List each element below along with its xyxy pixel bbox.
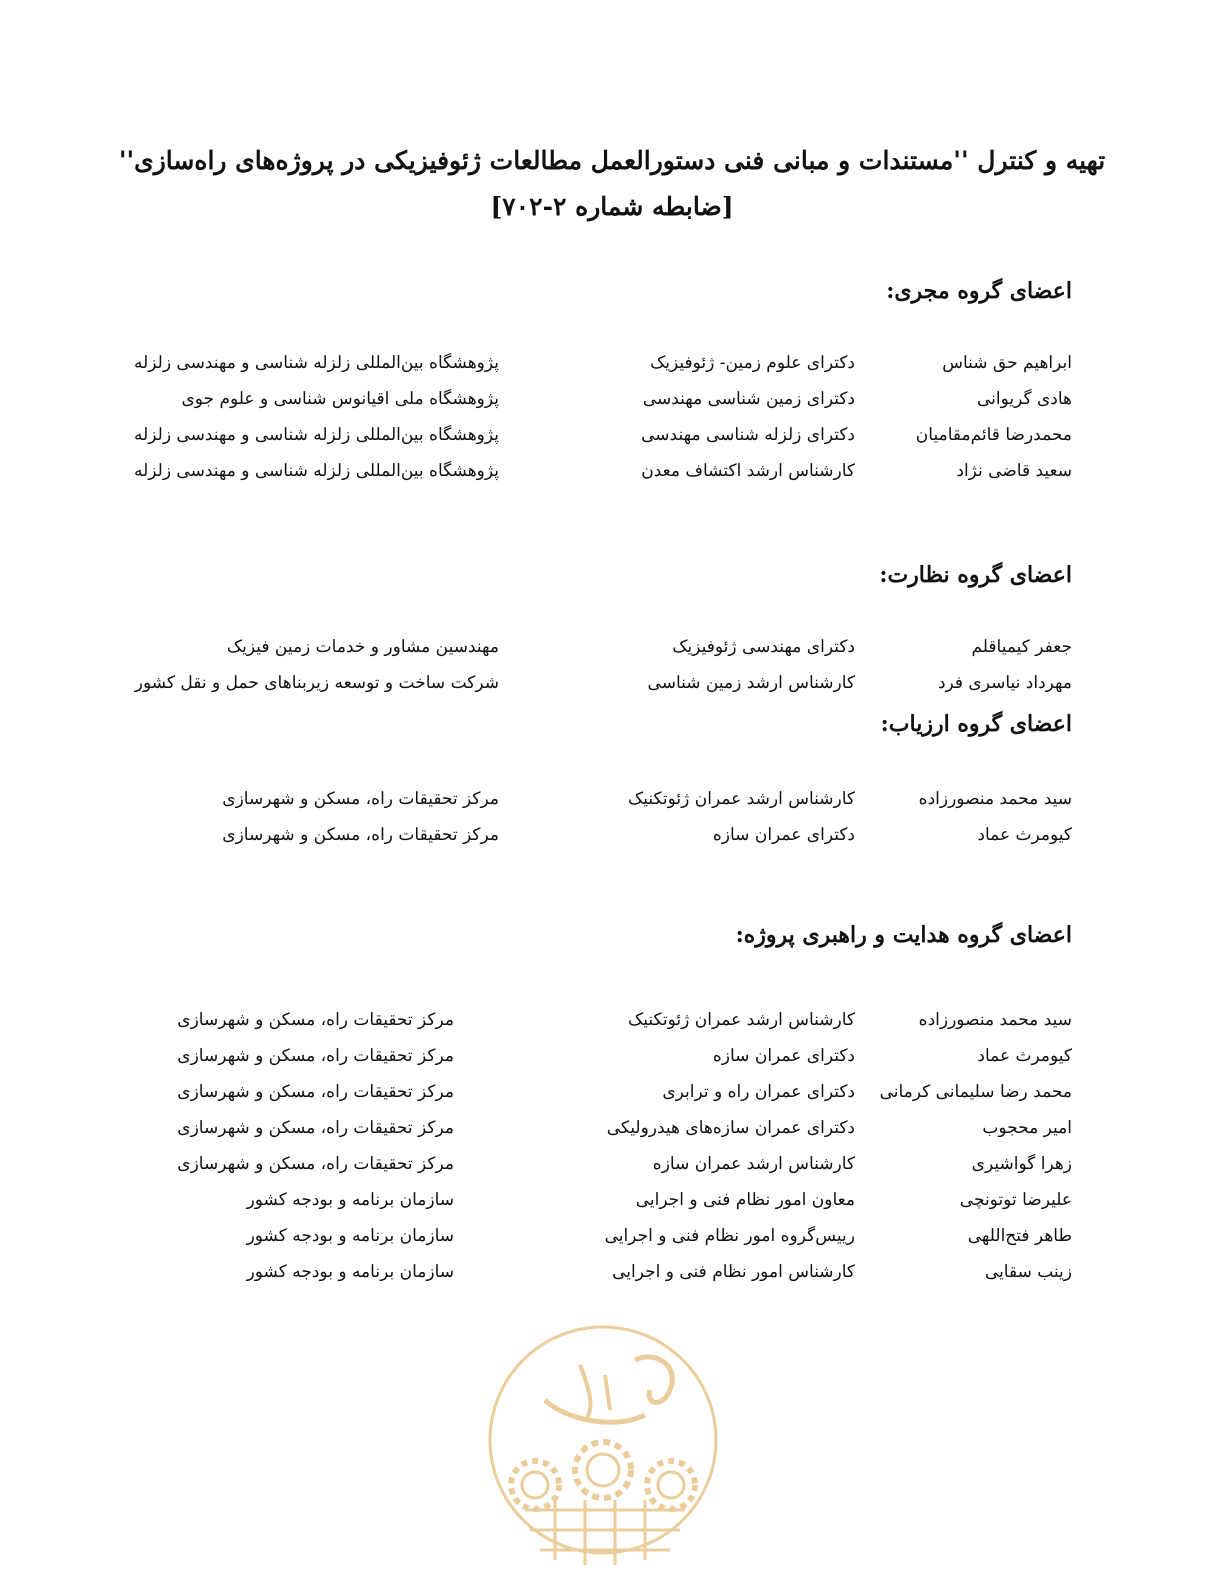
section-heading: اعضای گروه ارزیاب: (880, 711, 1072, 737)
member-row (142, 1002, 1072, 1038)
member-list (134, 629, 1072, 701)
section-executive-group (133, 276, 1072, 489)
member-organization: مهندسین مشاور و خدمات زمین فیزیک (226, 637, 499, 657)
member-row (142, 1038, 1072, 1074)
member-organization: مرکز تحقیقات راه، مسکن و شهرسازی (177, 1118, 454, 1138)
member-row (142, 629, 1072, 665)
member-name: هادی گریوانی (976, 389, 1072, 409)
member-degree: کارشناس امور نظام فنی و اجرایی (612, 1262, 855, 1282)
member-degree: دکترای علوم زمین- ژئوفیزیک (650, 353, 855, 373)
member-name: سید محمد منصورزاده (918, 1010, 1072, 1030)
member-name: طاهر فتح‌اللهی (967, 1226, 1072, 1246)
member-organization: مرکز تحقیقات راه، مسکن و شهرسازی (222, 825, 499, 845)
member-degree: دکترای زلزله شناسی مهندسی (641, 425, 855, 445)
member-list (142, 781, 1072, 853)
member-name: زهرا گواشیری (971, 1154, 1072, 1174)
member-row (142, 1254, 1072, 1290)
member-row (142, 817, 1072, 853)
member-name: محمد رضا سلیمانی کرمانی (879, 1082, 1072, 1102)
member-name: مهرداد نیاسری فرد (937, 673, 1072, 693)
member-organization: پژوهشگاه بین‌المللی زلزله شناسی و مهندسی زلزله (133, 461, 499, 481)
member-degree: کارشناس ارشد عمران ژئوتکنیک (628, 789, 855, 809)
member-degree: دکترای مهندسی ژئوفیزیک (672, 637, 855, 657)
section-heading: اعضای گروه مجری: (886, 278, 1072, 304)
member-row (142, 1110, 1072, 1146)
member-row (142, 781, 1072, 817)
member-row (133, 345, 1072, 381)
section-supervision-group (134, 560, 1072, 701)
member-organization: پژوهشگاه بین‌المللی زلزله شناسی و مهندسی زلزله (133, 425, 499, 445)
member-degree: کارشناس ارشد اکتشاف معدن (641, 461, 855, 481)
member-degree: دکترای زمین شناسی مهندسی (642, 389, 855, 409)
member-name: سید محمد منصورزاده (918, 789, 1072, 809)
member-organization: سازمان برنامه و بودجه کشور (246, 1262, 454, 1282)
member-row (133, 453, 1072, 489)
member-organization: مرکز تحقیقات راه، مسکن و شهرسازی (177, 1046, 454, 1066)
member-row (142, 1146, 1072, 1182)
nezam-fanni-emblem-icon (485, 1320, 725, 1570)
section-heading: اعضای گروه نظارت: (879, 562, 1072, 588)
member-name: کیومرث عماد (977, 1046, 1072, 1066)
member-name: محمدرضا قائم‌مقامیان (915, 425, 1072, 445)
member-organization: مرکز تحقیقات راه، مسکن و شهرسازی (177, 1154, 454, 1174)
section-steering-group (142, 920, 1072, 1290)
member-name: جعفر کیمیاقلم (971, 637, 1072, 657)
member-name: کیومرث عماد (977, 825, 1072, 845)
member-degree: کارشناس ارشد عمران سازه (652, 1154, 855, 1174)
member-row (134, 665, 1072, 701)
member-name: امیر محجوب (982, 1118, 1072, 1138)
member-organization: پژوهشگاه بین‌المللی زلزله شناسی و مهندسی زلزله (133, 353, 499, 373)
member-list (142, 1002, 1072, 1290)
member-organization: سازمان برنامه و بودجه کشور (246, 1190, 454, 1210)
member-name: سعید قاضی نژاد (956, 461, 1072, 481)
member-row (133, 417, 1072, 453)
member-organization: مرکز تحقیقات راه، مسکن و شهرسازی (177, 1082, 454, 1102)
page-title-line-1: تهیه و کنترل ''مستندات و مبانی فنی دستورالعمل مطالعات ژئوفیزیکی در پروژه‌های راه‌سازی'' (118, 146, 1106, 175)
page-title-line-2: [ضابطه شماره ۲-۷۰۲] (490, 192, 734, 221)
member-organization: پژوهشگاه ملی اقیانوس شناسی و علوم جوی (181, 389, 499, 409)
section-evaluation-group (142, 709, 1072, 853)
emblem-graphic (485, 1320, 725, 1570)
member-row (142, 1074, 1072, 1110)
member-organization: سازمان برنامه و بودجه کشور (246, 1226, 454, 1246)
member-degree: معاون امور نظام فنی و اجرایی (635, 1190, 855, 1210)
page-title (0, 138, 1224, 230)
member-list (133, 345, 1072, 489)
member-degree: دکترای عمران سازه‌های هیدرولیکی (606, 1118, 855, 1138)
member-row (142, 381, 1072, 417)
member-degree: دکترای عمران سازه (712, 1046, 855, 1066)
member-name: علیرضا توتونچی (959, 1190, 1072, 1210)
member-degree: کارشناس ارشد عمران ژئوتکنیک (628, 1010, 855, 1030)
member-degree: دکترای عمران سازه (712, 825, 855, 845)
member-row (142, 1218, 1072, 1254)
section-heading: اعضای گروه هدایت و راهبری پروژه: (735, 922, 1072, 948)
member-name: ابراهیم حق شناس (942, 353, 1072, 373)
member-degree: کارشناس ارشد زمین شناسی (647, 673, 855, 693)
member-name: زینب سقایی (984, 1262, 1072, 1282)
member-degree: رییس‌گروه امور نظام فنی و اجرایی (604, 1226, 855, 1246)
member-degree: دکترای عمران راه و ترابری (662, 1082, 855, 1102)
member-organization: مرکز تحقیقات راه، مسکن و شهرسازی (222, 789, 499, 809)
member-organization: شرکت ساخت و توسعه زیربناهای حمل و نقل کشور (134, 673, 499, 693)
member-row (142, 1182, 1072, 1218)
member-organization: مرکز تحقیقات راه، مسکن و شهرسازی (177, 1010, 454, 1030)
